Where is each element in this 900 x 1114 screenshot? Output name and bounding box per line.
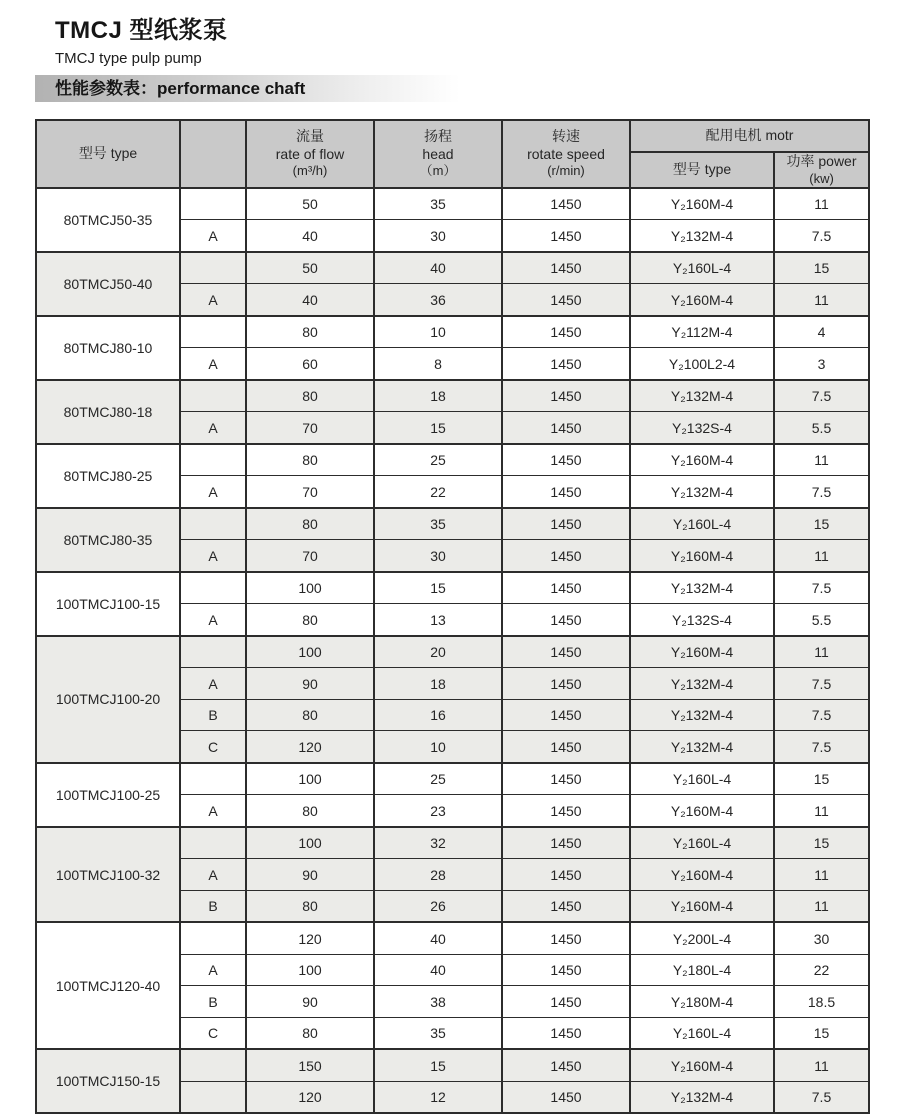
cell-head-value: 12 [374,1081,502,1113]
cell-flow-value: 80 [246,604,374,636]
header-flow-zh: 流量 [296,128,324,145]
cell-power-value: 11 [774,859,869,891]
cell-pump-model: 80TMCJ50-40 [36,252,180,316]
cell-variant: B [180,890,246,922]
cell-variant: A [180,348,246,380]
cell-variant: A [180,795,246,827]
header-speed-en: rotate speed [527,145,605,162]
cell-power-value: 5.5 [774,412,869,444]
cell-motor-type: Y₂180M-4 [630,986,774,1018]
cell-power-value: 4 [774,316,869,348]
cell-variant: A [180,668,246,700]
cell-motor-type: Y₂132M-4 [630,731,774,763]
cell-speed-value: 1450 [502,1017,630,1049]
cell-flow-value: 50 [246,188,374,220]
cell-pump-model: 100TMCJ100-15 [36,572,180,636]
cell-flow-value: 70 [246,476,374,508]
cell-motor-type: Y₂132M-4 [630,572,774,604]
cell-speed-value: 1450 [502,763,630,795]
cell-pump-model: 100TMCJ120-40 [36,922,180,1049]
cell-variant [180,922,246,954]
table-header [36,120,869,188]
cell-flow-value: 40 [246,220,374,252]
cell-flow-value: 90 [246,986,374,1018]
cell-flow-value: 90 [246,859,374,891]
cell-motor-type: Y₂132S-4 [630,604,774,636]
cell-speed-value: 1450 [502,316,630,348]
cell-variant [180,636,246,668]
cell-power-value: 22 [774,954,869,986]
cell-power-value: 11 [774,890,869,922]
performance-table [35,119,870,1114]
cell-flow-value: 100 [246,636,374,668]
cell-flow-value: 80 [246,380,374,412]
table-row [36,188,869,220]
cell-flow-value: 80 [246,1017,374,1049]
cell-motor-type: Y₂160M-4 [630,284,774,316]
page-title: TMCJ 型纸浆泵 [55,17,228,44]
cell-speed-value: 1450 [502,795,630,827]
cell-motor-type: Y₂132M-4 [630,220,774,252]
cell-power-value: 7.5 [774,1081,869,1113]
cell-speed-value: 1450 [502,668,630,700]
cell-motor-type: Y₂160M-4 [630,188,774,220]
cell-motor-type: Y₂100L2-4 [630,348,774,380]
cell-variant: A [180,476,246,508]
cell-head-value: 26 [374,890,502,922]
cell-motor-type: Y₂132M-4 [630,380,774,412]
cell-flow-value: 150 [246,1049,374,1081]
cell-head-value: 18 [374,668,502,700]
cell-power-value: 11 [774,1049,869,1081]
cell-flow-value: 90 [246,668,374,700]
header-variant [180,120,246,188]
cell-variant: B [180,699,246,731]
cell-speed-value: 1450 [502,954,630,986]
cell-flow-value: 120 [246,922,374,954]
cell-speed-value: 1450 [502,540,630,572]
cell-speed-value: 1450 [502,412,630,444]
cell-head-value: 40 [374,252,502,284]
cell-power-value: 7.5 [774,572,869,604]
cell-head-value: 22 [374,476,502,508]
cell-power-value: 15 [774,252,869,284]
cell-speed-value: 1450 [502,1081,630,1113]
cell-power-value: 30 [774,922,869,954]
cell-pump-model: 100TMCJ100-32 [36,827,180,923]
cell-pump-model: 80TMCJ80-10 [36,316,180,380]
cell-flow-value: 60 [246,348,374,380]
cell-variant [180,188,246,220]
cell-motor-type: Y₂160M-4 [630,1049,774,1081]
cell-motor-type: Y₂160M-4 [630,890,774,922]
cell-variant: A [180,412,246,444]
cell-motor-type: Y₂132M-4 [630,476,774,508]
header-power-unit: (kw) [809,170,834,186]
cell-motor-type: Y₂160M-4 [630,540,774,572]
cell-variant: C [180,731,246,763]
cell-flow-value: 100 [246,763,374,795]
cell-speed-value: 1450 [502,859,630,891]
cell-pump-model: 80TMCJ80-35 [36,508,180,572]
header-head-unit: （m） [419,163,457,179]
cell-head-value: 36 [374,284,502,316]
header-head-zh: 扬程 [424,128,452,145]
cell-power-value: 11 [774,636,869,668]
cell-speed-value: 1450 [502,476,630,508]
cell-variant [180,252,246,284]
cell-motor-type: Y₂200L-4 [630,922,774,954]
cell-motor-type: Y₂180L-4 [630,954,774,986]
cell-pump-model: 100TMCJ100-20 [36,636,180,763]
cell-motor-type: Y₂160L-4 [630,252,774,284]
cell-power-value: 7.5 [774,476,869,508]
cell-head-value: 40 [374,954,502,986]
cell-head-value: 16 [374,699,502,731]
cell-head-value: 30 [374,540,502,572]
cell-power-value: 11 [774,188,869,220]
cell-power-value: 15 [774,508,869,540]
cell-flow-value: 70 [246,540,374,572]
cell-power-value: 7.5 [774,699,869,731]
header-flow-en: rate of flow [275,145,345,162]
cell-power-value: 11 [774,540,869,572]
header-power-zh: 功率 power [786,153,857,169]
header-speed-unit: (r/min) [547,163,585,179]
cell-head-value: 13 [374,604,502,636]
cell-motor-type: Y₂160M-4 [630,636,774,668]
cell-flow-value: 50 [246,252,374,284]
cell-power-value: 7.5 [774,668,869,700]
cell-speed-value: 1450 [502,922,630,954]
cell-flow-value: 120 [246,731,374,763]
cell-speed-value: 1450 [502,284,630,316]
table-row [36,316,869,348]
cell-variant: A [180,604,246,636]
header-speed-zh: 转速 [552,128,580,145]
cell-variant: A [180,220,246,252]
cell-motor-type: Y₂160M-4 [630,795,774,827]
cell-head-value: 28 [374,859,502,891]
cell-power-value: 3 [774,348,869,380]
cell-variant [180,763,246,795]
cell-pump-model: 100TMCJ150-15 [36,1049,180,1113]
cell-variant: C [180,1017,246,1049]
page-subtitle: TMCJ type pulp pump [55,50,202,67]
table-row [36,252,869,284]
cell-power-value: 7.5 [774,731,869,763]
table-row [36,922,869,954]
cell-variant [180,316,246,348]
cell-motor-type: Y₂132M-4 [630,668,774,700]
cell-speed-value: 1450 [502,444,630,476]
cell-flow-value: 80 [246,444,374,476]
cell-head-value: 18 [374,380,502,412]
header-motor-type: 型号 type [630,152,774,188]
cell-power-value: 7.5 [774,220,869,252]
cell-motor-type: Y₂132S-4 [630,412,774,444]
header-flow-unit: (m³/h) [292,163,328,179]
header-flow [246,120,374,188]
cell-power-value: 15 [774,1017,869,1049]
cell-speed-value: 1450 [502,380,630,412]
cell-speed-value: 1450 [502,572,630,604]
cell-speed-value: 1450 [502,348,630,380]
cell-motor-type: Y₂160M-4 [630,859,774,891]
cell-variant: A [180,954,246,986]
cell-motor-type: Y₂160M-4 [630,444,774,476]
cell-motor-type: Y₂160L-4 [630,827,774,859]
cell-power-value: 18.5 [774,986,869,1018]
cell-speed-value: 1450 [502,508,630,540]
cell-pump-model: 80TMCJ50-35 [36,188,180,252]
cell-flow-value: 100 [246,954,374,986]
cell-speed-value: 1450 [502,1049,630,1081]
cell-head-value: 8 [374,348,502,380]
cell-speed-value: 1450 [502,252,630,284]
cell-head-value: 35 [374,508,502,540]
cell-head-value: 15 [374,572,502,604]
cell-head-value: 32 [374,827,502,859]
cell-variant [180,827,246,859]
table-row [36,380,869,412]
cell-variant [180,1049,246,1081]
header-head-en: head [422,145,454,162]
cell-variant [180,508,246,540]
cell-variant [180,444,246,476]
table-row [36,763,869,795]
cell-speed-value: 1450 [502,731,630,763]
cell-power-value: 11 [774,795,869,827]
cell-speed-value: 1450 [502,636,630,668]
cell-pump-model: 80TMCJ80-18 [36,380,180,444]
section-header-bar: 性能参数表：performance chaft [35,75,460,102]
header-pump-type: 型号 type [36,120,180,188]
cell-speed-value: 1450 [502,890,630,922]
cell-head-value: 23 [374,795,502,827]
table-row [36,636,869,668]
cell-speed-value: 1450 [502,220,630,252]
cell-variant [180,1081,246,1113]
cell-pump-model: 80TMCJ80-25 [36,444,180,508]
cell-head-value: 15 [374,1049,502,1081]
cell-motor-type: Y₂160L-4 [630,1017,774,1049]
cell-speed-value: 1450 [502,827,630,859]
cell-head-value: 35 [374,188,502,220]
cell-head-value: 20 [374,636,502,668]
cell-power-value: 5.5 [774,604,869,636]
cell-flow-value: 80 [246,316,374,348]
header-motor-power [774,152,869,188]
cell-variant [180,380,246,412]
table-row [36,827,869,859]
cell-motor-type: Y₂132M-4 [630,1081,774,1113]
cell-power-value: 11 [774,284,869,316]
cell-head-value: 38 [374,986,502,1018]
cell-variant: B [180,986,246,1018]
cell-variant: A [180,540,246,572]
header-head [374,120,502,188]
cell-motor-type: Y₂160L-4 [630,508,774,540]
table-body [36,188,869,1114]
cell-flow-value: 100 [246,827,374,859]
cell-head-value: 40 [374,922,502,954]
cell-head-value: 15 [374,412,502,444]
table-row [36,572,869,604]
cell-variant: A [180,859,246,891]
cell-flow-value: 40 [246,284,374,316]
cell-variant [180,572,246,604]
cell-head-value: 35 [374,1017,502,1049]
cell-head-value: 10 [374,731,502,763]
cell-power-value: 7.5 [774,380,869,412]
cell-power-value: 11 [774,444,869,476]
cell-head-value: 30 [374,220,502,252]
cell-motor-type: Y₂132M-4 [630,699,774,731]
cell-flow-value: 80 [246,699,374,731]
table-row [36,508,869,540]
cell-head-value: 25 [374,763,502,795]
cell-flow-value: 70 [246,412,374,444]
cell-flow-value: 80 [246,795,374,827]
cell-speed-value: 1450 [502,604,630,636]
cell-speed-value: 1450 [502,188,630,220]
cell-variant: A [180,284,246,316]
header-motor-group: 配用电机 motr [630,120,869,152]
cell-flow-value: 100 [246,572,374,604]
cell-flow-value: 80 [246,508,374,540]
table-row [36,1049,869,1081]
cell-head-value: 25 [374,444,502,476]
cell-flow-value: 80 [246,890,374,922]
cell-head-value: 10 [374,316,502,348]
table-row [36,444,869,476]
cell-power-value: 15 [774,827,869,859]
header-speed [502,120,630,188]
cell-motor-type: Y₂112M-4 [630,316,774,348]
cell-power-value: 15 [774,763,869,795]
cell-speed-value: 1450 [502,699,630,731]
cell-motor-type: Y₂160L-4 [630,763,774,795]
cell-flow-value: 120 [246,1081,374,1113]
cell-speed-value: 1450 [502,986,630,1018]
cell-pump-model: 100TMCJ100-25 [36,763,180,827]
